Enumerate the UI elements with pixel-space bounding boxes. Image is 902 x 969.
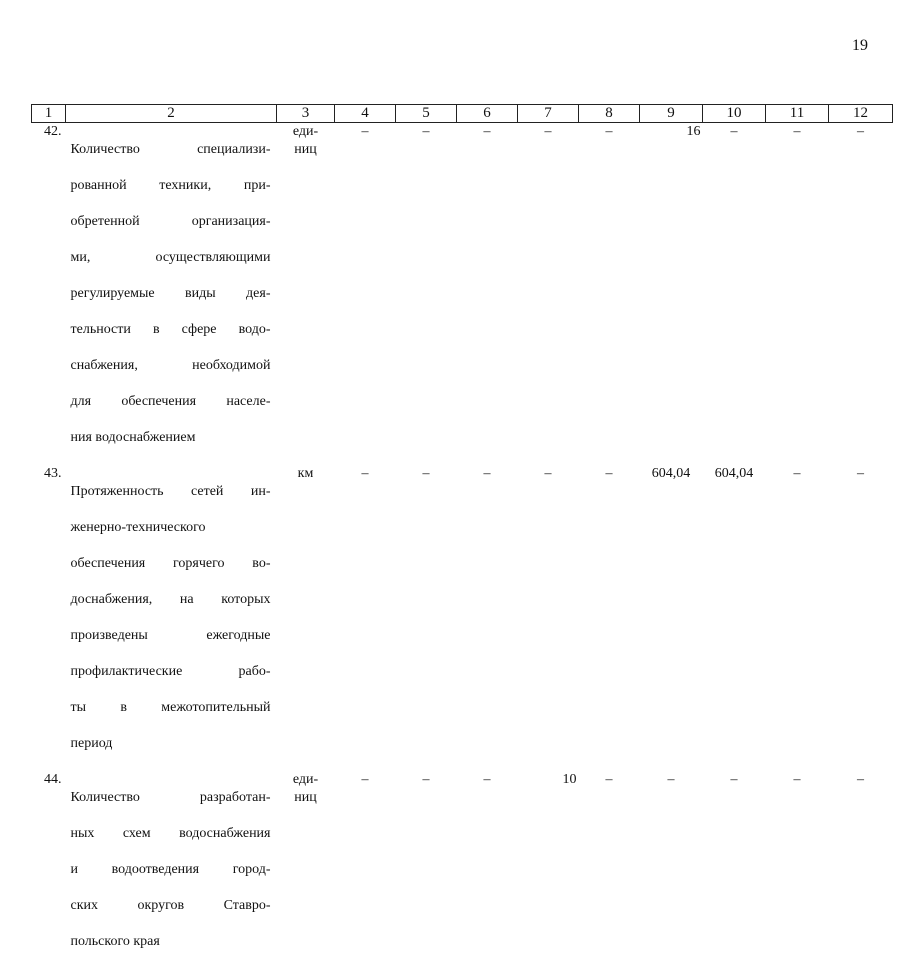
value-cell: – — [361, 466, 369, 481]
unit-cell — [277, 123, 335, 466]
column-header: 11 — [766, 105, 829, 123]
value-cell: – — [793, 124, 801, 139]
indicator-name-line: снабжения, необходимой — [70, 358, 271, 373]
indicator-name-line: Протяженность сетей ин- — [70, 484, 271, 499]
value-cell: – — [857, 466, 864, 481]
value-cell: 604,04 — [714, 466, 754, 481]
value-cell: – — [483, 772, 491, 787]
value-cell: – — [422, 124, 430, 139]
row-number: 44. — [44, 772, 62, 787]
indicator-name — [66, 123, 277, 466]
value-cell: – — [857, 772, 864, 787]
indicator-name — [66, 465, 277, 771]
value-cell: – — [730, 772, 738, 787]
row-number: 43. — [44, 466, 62, 481]
column-header: 9 — [640, 105, 703, 123]
indicator-name-line: профилактические рабо- — [70, 664, 271, 679]
indicator-name-line: женерно-технического — [70, 520, 206, 535]
value-cell: – — [422, 772, 430, 787]
indicator-name-line: тельности в сфере водо- — [70, 322, 271, 337]
table-row — [32, 771, 893, 969]
value-cell: – — [361, 772, 369, 787]
indicator-name-line: доснабжения, на которых — [70, 592, 271, 607]
indicator-name-line: регулируемые виды дея- — [70, 286, 271, 301]
value-cell: 10 — [562, 772, 577, 787]
table-row — [32, 123, 893, 466]
value-cell: 604,04 — [651, 466, 691, 481]
value-cell: – — [361, 124, 369, 139]
indicator-name-line: польского края — [70, 934, 160, 949]
value-cell: – — [483, 466, 491, 481]
header-row — [32, 105, 893, 123]
value-cell: 16 — [686, 124, 701, 139]
indicator-name-line: произведены ежегодные — [70, 628, 271, 643]
indicator-name-line: ных схем водоснабжения — [70, 826, 271, 841]
value-cell: – — [793, 466, 801, 481]
value-cell: – — [544, 466, 552, 481]
column-header: 8 — [579, 105, 640, 123]
value-cell: – — [605, 466, 613, 481]
indicator-name-line: и водоотведения город- — [70, 862, 271, 877]
indicator-name-line: период — [70, 736, 113, 751]
indicator-name-line: для обеспечения населе- — [70, 394, 271, 409]
indicator-name-line: Количество разработан- — [70, 790, 271, 805]
indicator-name-line: рованной техники, при- — [70, 178, 271, 193]
value-cell: – — [730, 124, 738, 139]
indicator-name-line: обеспечения горячего во- — [70, 556, 271, 571]
column-header: 12 — [829, 105, 893, 123]
unit-text: еди- ниц — [292, 124, 319, 157]
row-number: 42. — [44, 124, 62, 139]
indicator-name-line: ми, осуществляющими — [70, 250, 271, 265]
value-cell: – — [422, 466, 430, 481]
table-row — [32, 465, 893, 771]
column-header: 2 — [66, 105, 277, 123]
value-cell: – — [857, 124, 864, 139]
value-cell: – — [793, 772, 801, 787]
column-header: 7 — [518, 105, 579, 123]
indicator-name-line: ты в межотопительный — [70, 700, 271, 715]
column-header: 1 — [32, 105, 66, 123]
column-header: 10 — [703, 105, 766, 123]
page-number: 19 — [852, 37, 868, 54]
indicator-name-line: ских округов Ставро- — [70, 898, 271, 913]
column-header: 3 — [277, 105, 335, 123]
unit-cell — [277, 465, 335, 771]
column-header: 5 — [396, 105, 457, 123]
indicator-name-line: обретенной организация- — [70, 214, 271, 229]
column-header: 6 — [457, 105, 518, 123]
column-header: 4 — [335, 105, 396, 123]
value-cell: – — [605, 772, 613, 787]
unit-text: еди- ниц — [292, 772, 319, 805]
indicator-name — [66, 771, 277, 969]
value-cell: – — [605, 124, 613, 139]
value-cell: – — [483, 124, 491, 139]
indicator-name-line: ния водоснабжением — [70, 430, 196, 445]
value-cell: – — [667, 772, 675, 787]
unit-text: км — [297, 466, 314, 481]
indicator-name-line: Количество специализи- — [70, 142, 271, 157]
indicators-table — [31, 104, 893, 969]
unit-cell — [277, 771, 335, 969]
value-cell: – — [544, 124, 552, 139]
